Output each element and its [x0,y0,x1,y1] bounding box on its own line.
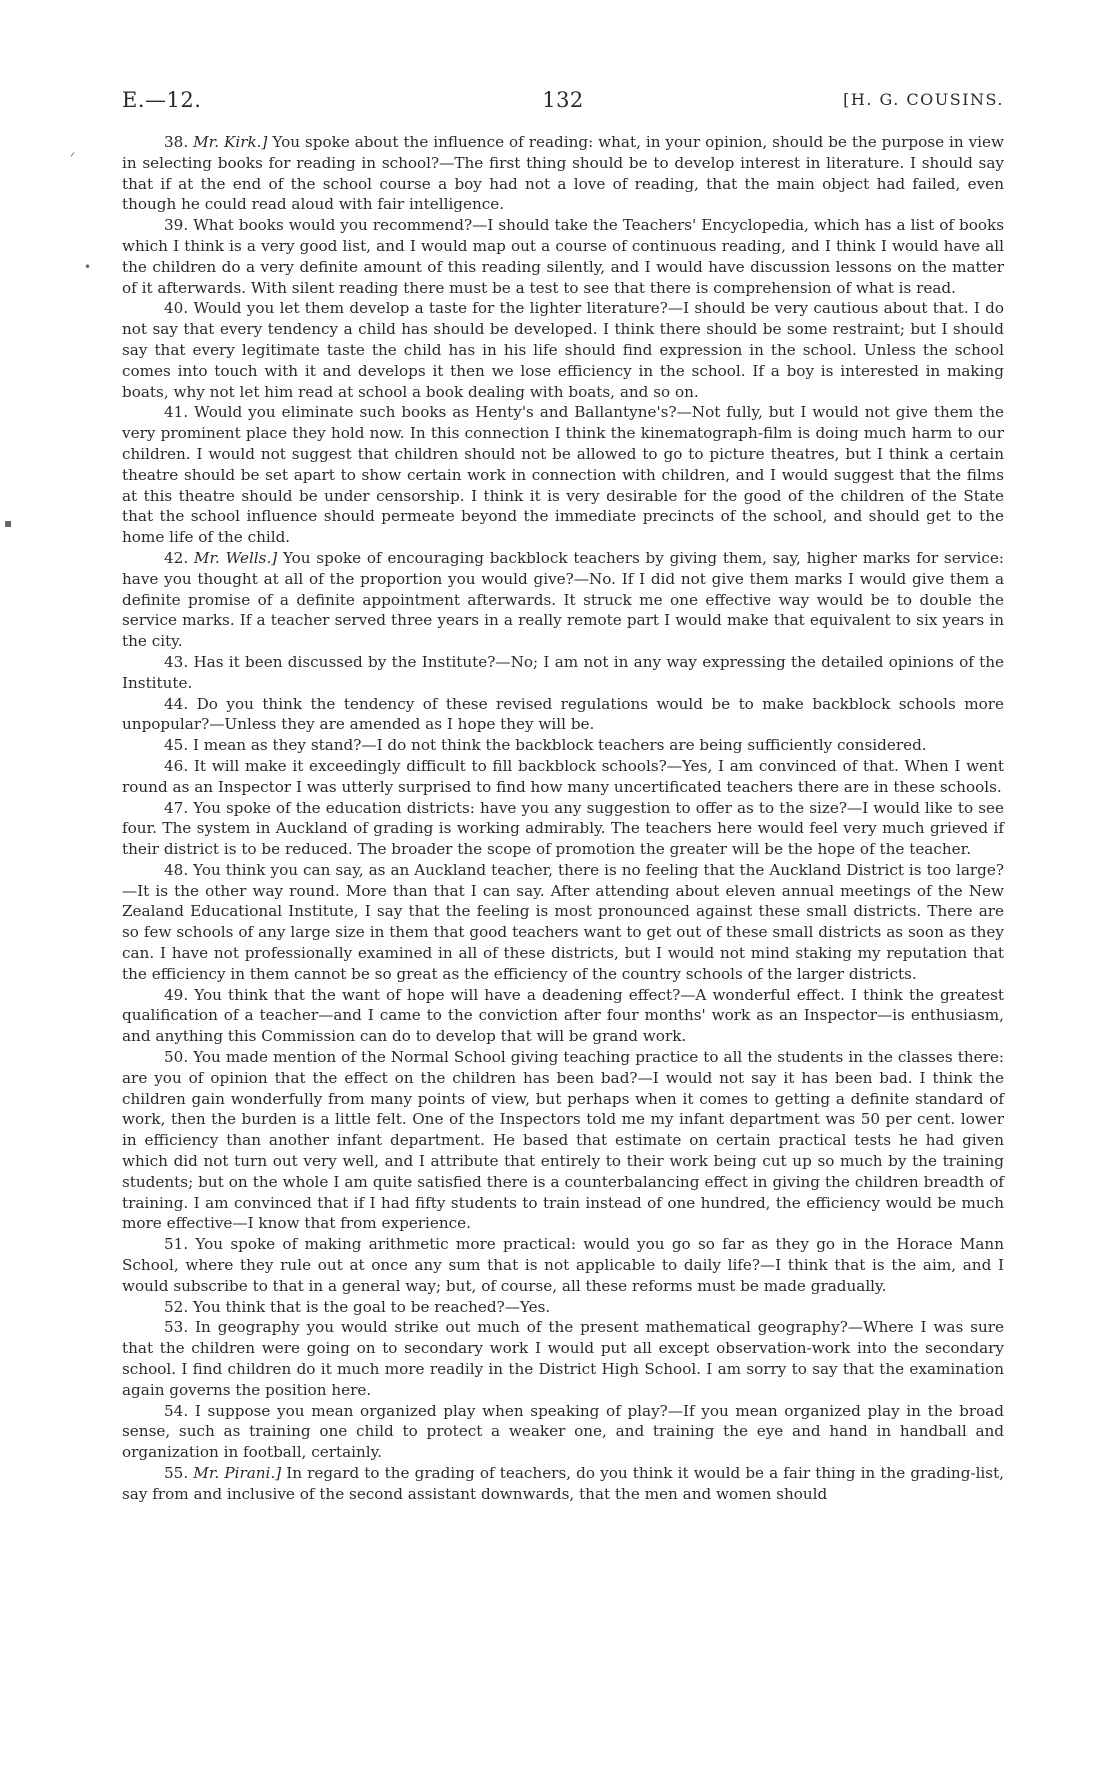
question-number: 39. [164,216,189,235]
question-text: You made mention of the Normal School giving teaching practice to all the students in the classes there: are you of opinion that the effect on the children has been bad?—I would not say it has been bad. I think the children gain wonderfully from many points of view, but perhaps when it comes to getting a definite standard of work, then the burden is a little felt. One of the Inspectors told me my infant department was 50 per cent. lower in efficiency than another infant department. He based that estimate on certain practical tests he had given which did not turn out very well, and I attribute that entirely to their work being cut up so much by the training students; but on the whole I am quite satisfied there is a counterbalancing effect in giving the children breadth of training. I am convinced that if I had fifty students to train instead of one hundred, the efficiency would be much more effective—I know that from experience. [122,1048,1004,1233]
document-reference: E.—12. [122,88,202,112]
question-text: I mean as they stand?—I do not think the backblock teachers are being sufficiently considered. [192,736,927,755]
margin-mark: ▪ [4,516,13,530]
question-paragraph [122,985,1004,1047]
question-paragraph [122,1401,1004,1463]
question-paragraph [122,402,1004,548]
question-number: 38. [164,133,189,151]
margin-mark: • [84,260,92,274]
question-paragraph [122,215,1004,298]
question-text: You spoke of encouraging backblock teachers by giving them, say, higher marks for service: have you thought at all of the proportion you would give?—No. If I did not give them marks I would give them a definite promise of a definite appointment afterwards. It struck me one effective way would be to double the service marks. If a teacher served three years in a really remote part I would make that equivalent to six years in the city. [122,548,1005,651]
question-number: 41. [164,403,189,422]
question-number: 44. [164,694,189,713]
document-body [122,132,1004,1505]
witness-name: [H. G. COUSINS. [843,90,1004,109]
question-text: In regard to the grading of teachers, do you think it would be a fair thing in the grading-list, say from and inclusive of the second assistant downwards, that the men and women should [122,1464,1005,1503]
page-header [122,88,1004,118]
question-number: 51. [164,1235,189,1254]
question-number: 52. [164,1297,189,1316]
margin-mark: ᐟ [70,150,76,164]
document-page [122,88,1004,1505]
question-paragraph [122,756,1004,798]
question-paragraph [122,694,1004,736]
speaker-name: Mr. Wells.] [193,548,278,567]
question-text: I suppose you mean organized play when speaking of play?—If you mean organized play in the broad sense, such as training one child to protect a weaker one, and training the eye and hand in handball and organization in football, certainly. [122,1401,1005,1462]
question-number: 54. [164,1401,189,1420]
question-text: It will make it exceedingly difficult to fill backblock schools?—Yes, I am convinced of that. When I went round as an Inspector I was utterly surprised to find how many uncertificated teachers there are in these schools. [122,756,1005,796]
question-number: 43. [164,652,189,671]
page-number: 132 [542,88,584,112]
question-number: 40. [164,299,189,318]
question-number: 53. [164,1318,189,1337]
question-number: 49. [164,985,189,1004]
question-text: What books would you recommend?—I should take the Teachers' Encyclopedia, which has a list of books which I think is a very good list, and I would map out a course of continuous reading, and I think I would have all the children do a very definite amount of this reading silently, and I would have discussion lessons on the matter of it afterwards. With silent reading there must be a test to see that there is comprehension of what is read. [122,216,1004,297]
question-number: 48. [164,860,189,879]
question-number: 42. [164,548,189,567]
question-text: You spoke of the education districts: have you any suggestion to offer as to the size?—I would like to see four. The system in Auckland of grading is working admirably. The teachers here would feel very much grieved if their district is to be reduced. The broader the scope of promotion the greater will be the hope of the teacher. [122,798,1004,859]
question-text: In geography you would strike out much of the present mathematical geography?—Where I was sure that the children were going on to secondary work I would put all except observation-work into the secondary school. I find children do it much more readily in the District High School. I am sorry to say that the examination again governs the position here. [122,1318,1004,1399]
question-paragraph [122,548,1004,652]
question-paragraph [122,798,1004,860]
question-number: 47. [164,798,189,817]
question-paragraph [122,1463,1004,1505]
question-text: You spoke about the influence of reading: what, in your opinion, should be the purpose in view in selecting books for reading in school?—The first thing should be to develop interest in literature. I should say that if at the end of the school course a boy had not a love of reading, that the main object had failed, even though he could read aloud with fair intelligence. [122,133,1004,214]
question-paragraph [122,132,1004,215]
question-paragraph [122,652,1004,694]
question-text: You think that the want of hope will have a deadening effect?—A wonderful effect. I think the greatest qualification of a teacher—and I came to the conviction after four months' work as an Inspector—is enthusiasm, and anything this Commission can do to develop that will be grand work. [122,985,1004,1046]
question-paragraph [122,860,1004,985]
question-paragraph [122,298,1004,402]
question-text: Do you think the tendency of these revised regulations would be to make backblock schools more unpopular?—Unless they are amended as I hope they will be. [122,694,1004,734]
question-paragraph [122,1047,1004,1234]
question-text: Has it been discussed by the Institute?—No; I am not in any way expressing the detailed opinions of the Institute. [122,652,1005,692]
question-number: 55. [164,1464,189,1482]
question-paragraph [122,1297,1004,1318]
question-text: You think that is the goal to be reached?—Yes. [192,1297,551,1316]
question-text: You spoke of making arithmetic more practical: would you go so far as they go in the Horace Mann School, where they rule out at once any sum that is not applicable to daily life?—I think that is the aim, and I would subscribe to that in a general way; but, of course, all these reforms must be made gradually. [122,1235,1004,1295]
question-text: Would you eliminate such books as Henty's and Ballantyne's?—Not fully, but I would not give them the very prominent place they hold now. In this connection I think the kinematograph-film is doing much harm to our children. I would not suggest that children should not be allowed to go to picture theatres, but I think a certain theatre should be set apart to show certain work in connection with children, and I would suggest that the films at this theatre should be under censorship. I think it is very desirable for the good of the children of the State that the school influence should permeate beyond the immediate precincts of the school, and should get to the home life of the child. [122,403,1004,547]
question-paragraph [122,735,1004,756]
question-paragraph [122,1317,1004,1400]
speaker-name: Mr. Kirk.] [193,133,268,151]
speaker-name: Mr. Pirani.] [193,1464,282,1482]
question-text: Would you let them develop a taste for the lighter literature?—I should be very cautious about that. I do not say that every tendency a child has should be developed. I think there should be some restraint; but I should say that every legitimate taste the child has in his life should find expression in the school. Unless the school comes into touch with it and develops it then we lose efficiency in the school. If a boy is interested in making boats, why not let him read at school a book dealing with boats, and so on. [122,299,1005,401]
question-number: 50. [164,1048,189,1067]
question-number: 45. [164,736,189,755]
question-paragraph [122,1234,1004,1296]
question-text: You think you can say, as an Auckland teacher, there is no feeling that the Auckland District is too large?—It is the other way round. More than that I can say. After attending about eleven annual meetings of the New Zealand Educational Institute, I say that the feeling is most pronounced against these small districts. There are so few schools of any large size in them that good teachers want to get out of these small districts as soon as they can. I have not professionally examined in all of these districts, but I would not mind staking my reputation that the efficiency in them cannot be so great as the efficiency of the country schools of the larger districts. [122,860,1004,983]
question-number: 46. [164,756,189,775]
